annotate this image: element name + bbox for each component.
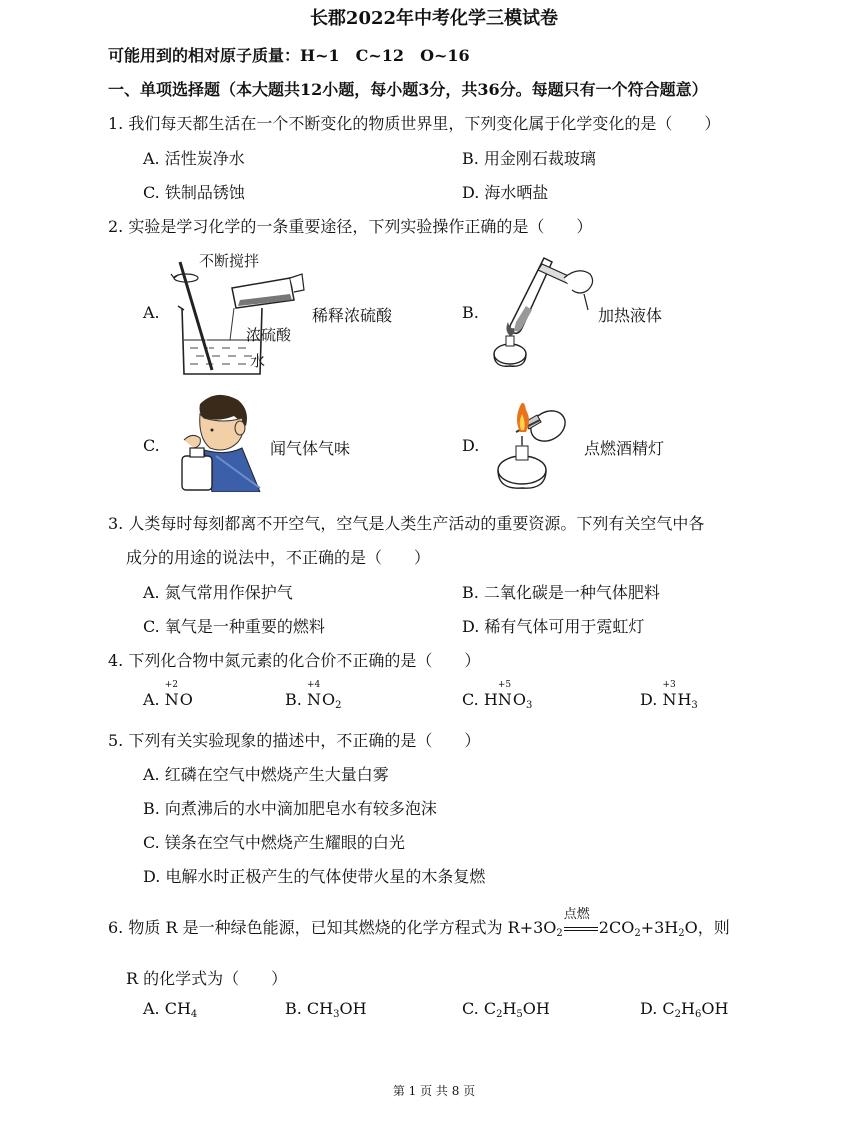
acid-label: 浓硫酸 (246, 326, 292, 344)
q2-option-b-letter: B. (462, 303, 479, 322)
q6-line2: R 的化学式为（ ） (126, 969, 288, 988)
q2-stem: 2. 实验是学习化学的一条重要途径，下列实验操作正确的是（ ） (108, 217, 593, 236)
q3-option-b: B. 二氧化碳是一种气体肥料 (462, 583, 660, 602)
section-heading: 一、单项选择题（本大题共12小题，每小题3分，共36分。每题只有一个符合题意） (108, 80, 708, 99)
exam-title: 长郡2022年中考化学三模试卷 (309, 8, 559, 29)
q3-stem-line2: 成分的用途的说法中，不正确的是（ ） (126, 548, 431, 567)
q2-option-d-letter: D. (462, 436, 480, 455)
q3-option-c: C. 氧气是一种重要的燃料 (143, 617, 325, 636)
q2-option-d-label: 点燃酒精灯 (584, 439, 665, 458)
q4-option-c: C. H +5 $NO_3$ (462, 680, 533, 711)
q2-option-c-label: 闻气体气味 (270, 439, 351, 458)
q1-option-d: D. 海水晒盐 (462, 183, 549, 202)
q3-stem-line1: 3. 人类每时每刻都离不开空气，空气是人类生产活动的重要资源。下列有关空气中各 (108, 514, 705, 533)
q1-stem: 1. 我们每天都生活在一个不断变化的物质世界里，下列变化属于化学变化的是（ ） (108, 114, 721, 133)
light-lamp-figure (486, 392, 582, 492)
q2-option-a-letter: A. (143, 303, 160, 322)
reaction-arrow: 点燃 (564, 923, 598, 931)
q4-option-d: D. +3 $NH_3$ (640, 680, 698, 711)
q4-option-a: A. +2 NO (143, 680, 193, 709)
q4-stem: 4. 下列化合物中氮元素的化合价不正确的是（ ） (108, 651, 481, 670)
q3-option-a: A. 氮气常用作保护气 (143, 583, 293, 602)
q1-option-a: A. 活性炭净水 (143, 149, 245, 168)
page-footer: 第 1 页 共 8 页 (392, 1084, 476, 1098)
q5-option-c: C. 镁条在空气中燃烧产生耀眼的白光 (143, 833, 405, 852)
q6-option-b: B. $CH_3OH$ (285, 999, 367, 1020)
q2-option-b-label: 加热液体 (598, 306, 663, 325)
q6-option-a: A. $CH_4$ (143, 999, 198, 1020)
q5-option-b: B. 向煮沸后的水中滴加肥皂水有较多泡沫 (143, 799, 437, 818)
q1-option-c: C. 铁制品锈蚀 (143, 183, 245, 202)
q5-option-a: A. 红磷在空气中燃烧产生大量白雾 (143, 765, 389, 784)
q6-stem: 6. 物质 R 是一种绿色能源，已知其燃烧的化学方程式为 $R+3O_2$ 点燃 $2CO_2+3H_2O$，则 (108, 907, 730, 939)
q5-option-d: D. 电解水时正极产生的气体使带火星的木条复燃 (143, 867, 486, 886)
q4-option-b: B. +4 $NO_2$ (285, 680, 342, 711)
smell-gas-figure (176, 392, 262, 492)
atomic-mass-note: 可能用到的相对原子质量：H~1 C~12 O~16 (108, 46, 470, 65)
q1-option-b: B. 用金刚石裁玻璃 (462, 149, 596, 168)
q3-option-d: D. 稀有气体可用于霓虹灯 (462, 617, 645, 636)
heat-liquid-figure (486, 250, 596, 368)
q6-option-c: C. $C_2H_5OH$ (462, 999, 550, 1020)
q6-option-d: D. $C_2H_6OH$ (640, 999, 729, 1020)
q5-stem: 5. 下列有关实验现象的描述中，不正确的是（ ） (108, 731, 481, 750)
q2-option-a-label: 稀释浓硫酸 (312, 306, 393, 325)
water-label: 水 (250, 352, 266, 370)
q2-option-c-letter: C. (143, 436, 160, 455)
stir-label: 不断搅拌 (199, 252, 260, 270)
